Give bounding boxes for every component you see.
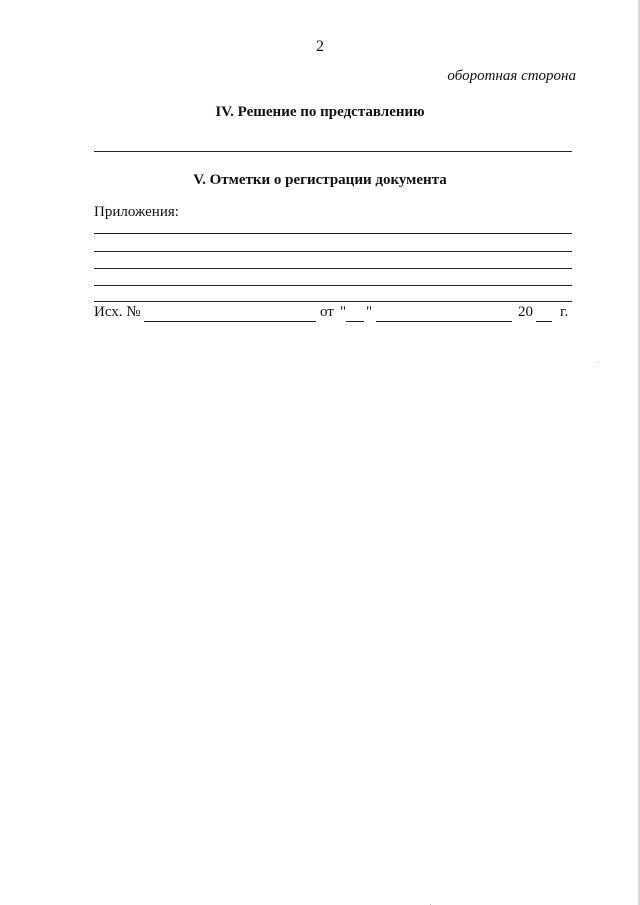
decision-entry-line (94, 151, 572, 152)
attachments-label: Приложения: (94, 204, 179, 220)
attachments-line-5 (94, 301, 572, 302)
decision-heading: IV. Решение по представлению (215, 104, 425, 120)
page-number: 2 (316, 38, 324, 55)
attachments-line-3 (94, 268, 572, 269)
reverse-side-note: оборотная сторона (447, 68, 576, 84)
attachments-line-4 (94, 285, 572, 286)
scan-speck (598, 362, 599, 363)
year-suffix: г. (560, 304, 569, 320)
date-from-label: от (320, 304, 334, 320)
month-blank (376, 321, 512, 322)
registration-heading: V. Отметки о регистрации документа (193, 172, 447, 188)
day-blank (346, 321, 364, 322)
year-blank (536, 321, 552, 322)
year-prefix: 20 (518, 304, 533, 320)
day-quote-open: " (340, 304, 347, 320)
attachments-line-1 (94, 233, 572, 234)
outgoing-number-blank (144, 321, 316, 322)
outgoing-number-row (94, 304, 572, 326)
day-quote-close: " (366, 304, 373, 320)
attachments-line-2 (94, 251, 572, 252)
outgoing-number-label: Исх. № (94, 304, 141, 320)
